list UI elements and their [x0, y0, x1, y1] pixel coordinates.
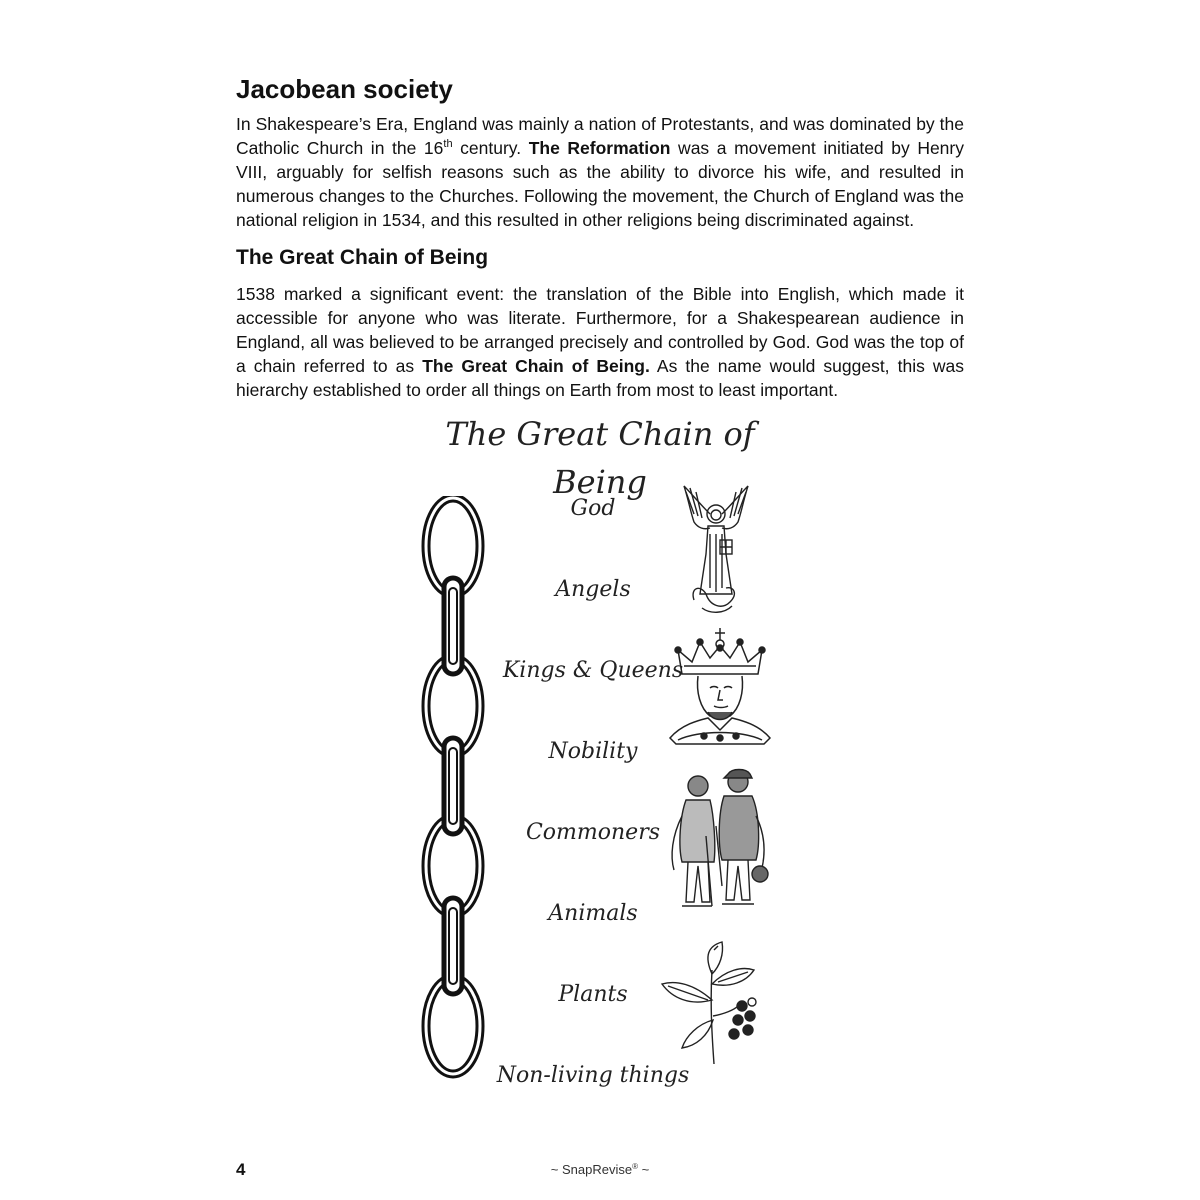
crowned-king-icon: [668, 626, 772, 756]
paragraph-text: In Shakespeare’s Era, England was mainly a nation of Protestants, and was dominated by the Catholic Church in the 16: [236, 114, 964, 158]
page-footer: [0, 1160, 1200, 1184]
superscript: th: [443, 138, 453, 150]
brand-footer: [0, 1162, 1200, 1177]
level-god: God: [570, 496, 616, 521]
angel-icon: [680, 484, 752, 616]
level-non-living-things: Non-living things: [496, 1063, 690, 1088]
section-heading: Jacobean society: [236, 74, 453, 104]
subsection-paragraph: [236, 282, 964, 402]
level-angels: Angels: [555, 577, 631, 602]
brand-name: ~ SnapRevise: [550, 1162, 633, 1177]
plant-branch-icon: [658, 940, 760, 1066]
figure-title: The Great Chain of Being: [445, 415, 755, 501]
page-number: 4: [236, 1160, 246, 1179]
paragraph-text: 1538 marked a significant event: the translation of the Bible into English, which made it accessible for anyone who was literate. Furthermore, for a Shakespearean audience in England, all was believed to be arranged precisely and controlled by God. God was the top of a chain referred to as: [236, 284, 964, 376]
chain-of-being-figure: [400, 410, 800, 1110]
registered-mark: ®: [632, 1162, 638, 1171]
paragraph-text: was a movement initiated by Henry VIII, arguably for selfish reasons such as the ability to divorce his wife, and resulted in numerous changes to the Churches. Following the movement, the Church of England was the national religion in 1534, and this resulted in other religions being discriminated against.: [236, 138, 964, 230]
level-animals: Animals: [548, 901, 638, 926]
level-kings-queens: Kings & Queens: [502, 658, 684, 683]
brand-tilde: ~: [638, 1162, 650, 1177]
bold-term: The Reformation: [528, 138, 671, 158]
text-column: [236, 72, 964, 402]
paragraph-text: As the name would suggest, this was hierarchy established to order all things on Earth from most to least important.: [236, 356, 965, 400]
bold-term: The Great Chain of Being.: [422, 356, 650, 376]
chain-icon: [416, 496, 496, 1096]
level-commoners: Commoners: [525, 820, 661, 845]
subsection-heading: The Great Chain of Being: [236, 246, 489, 269]
section-paragraph: [236, 112, 964, 232]
level-nobility: Nobility: [548, 739, 638, 764]
paragraph-text: century.: [452, 138, 529, 158]
level-plants: Plants: [558, 982, 628, 1007]
commoners-icon: [662, 766, 774, 916]
